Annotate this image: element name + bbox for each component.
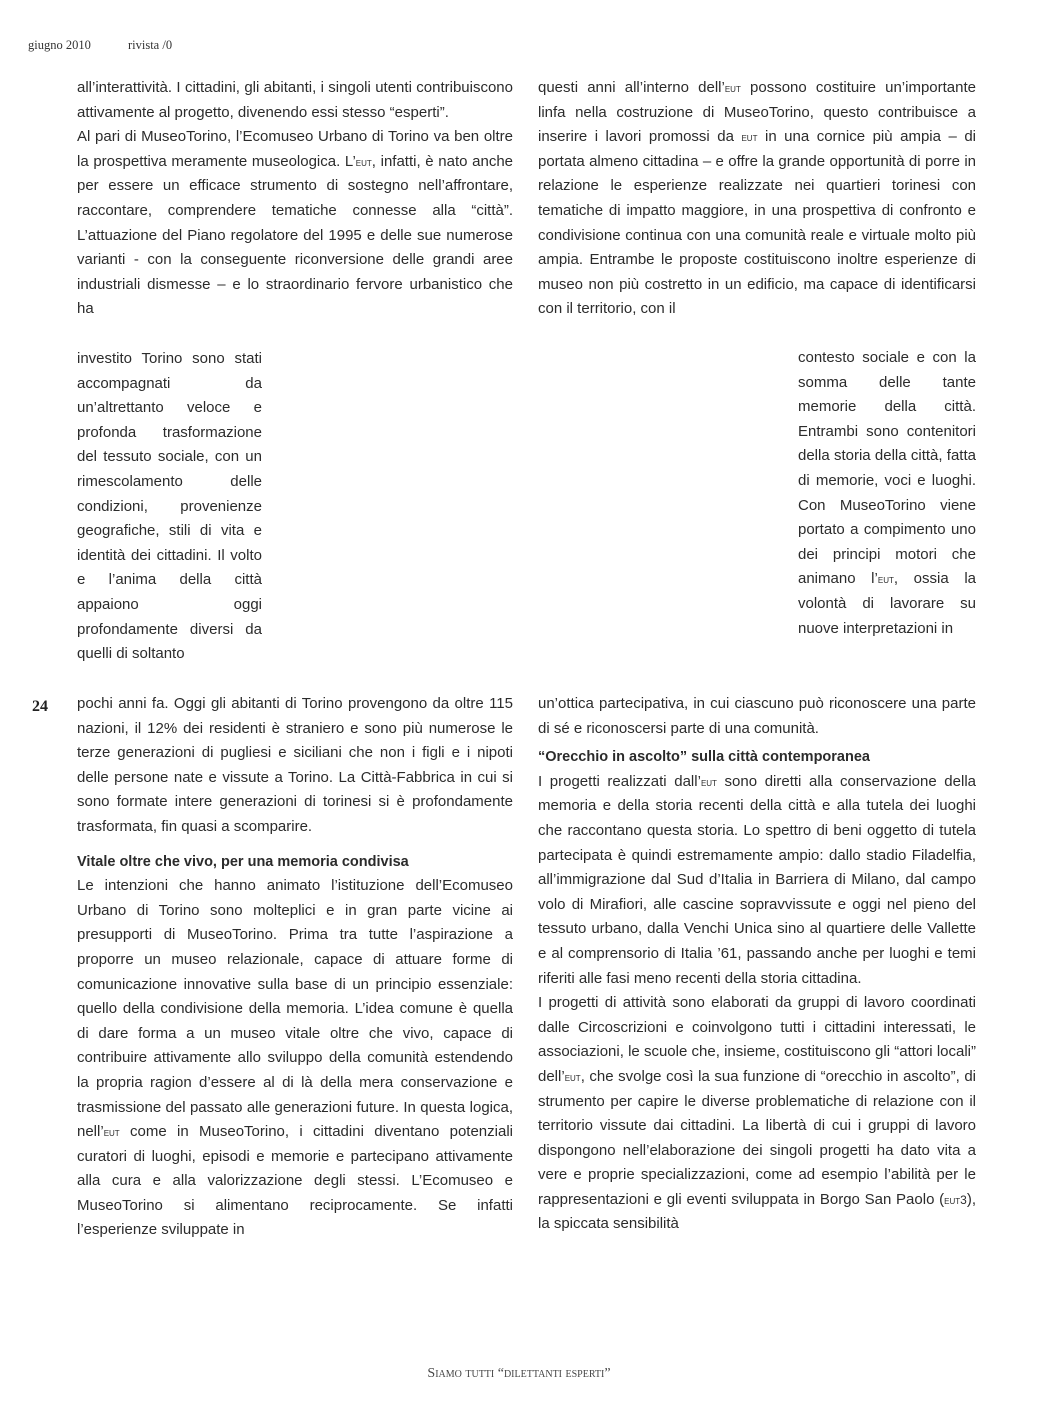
paragraph [538, 770, 976, 991]
text-run: in una cornice più ampia – di portata almeno cittadina – e offre la grande opportunità di porre in relazione le esperienze realizzate nei quartieri torinesi con tematiche di impatto maggiore, in una prospettiva di confronto e condivisione continua con una comunità reale e virtuale molto più ampia. Entrambe le proposte costituiscono inoltre esperienze di museo non più costretto in un edificio, ma capace di identificarsi con il territorio, con il [538, 128, 977, 318]
left-column-wrap [77, 347, 262, 667]
text-run: I progetti di attività sono elaborati da gruppi di lavoro coordinati dalle Circoscrizioni e coinvolgono tutti i cittadini interessati, le associazioni, le scuole che, insieme, costituiscono gli “attori locali” dell’ [538, 994, 976, 1085]
text-run: Le intenzioni che hanno animato l’istituzione dell’Ecomuseo Urbano di Torino sono molteplici e in gran parte vicine ai presupporti di MuseoTorino. Prima tra tutte l’aspirazione a proporre un museo relazionale, capace di attuare forme di comunicazione innovative sulla base di un principio essenziale: quello della condivisione della memoria. L’idea comune è quella di dare forma a un museo vitale oltre che vivo, capace di contribuire attivamente allo sviluppo della comunità estendendo la propria ragion d’essere al di là della mera conservazione e trasmissione del passato alle generazioni future. In questa logica, nell’ [77, 877, 513, 1141]
paragraph [77, 347, 262, 667]
right-column-bottom [538, 692, 976, 1237]
text-run: investito Torino sono stati accompagnati da un’altrettanto veloce e profonda trasformazione del tessuto sociale, con un rimescolamento delle condizioni, provenienze geografiche, stili di vita e identità dei cittadini. Il volto e l’anima della città appaiono oggi profondamente diversi da quelli di soltanto [77, 350, 262, 663]
left-column-bottom [77, 692, 513, 1243]
text-run: I progetti realizzati dall’ [538, 772, 701, 790]
running-footer: Siamo tutti “dilettanti esperti” [427, 1366, 611, 1381]
text-run: un’ottica partecipativa, in cui ciascuno può riconoscere una parte di sé e riconoscersi parte di una comunità. [538, 695, 976, 737]
abbreviation: eut [877, 572, 894, 587]
paragraph [77, 76, 513, 125]
text-run: , infatti, è nato anche per essere un efficace strumento di sostegno nell’affrontare, raccontare, comprendere tematiche connesse alla “città”. L’attuazione del Piano regolatore del 1995 e delle sue numerose varianti - con la conseguente riconversione delle grandi aree industriali dismesse – e lo straordinario fervore urbanistico che ha [77, 152, 514, 318]
paragraph [538, 76, 976, 322]
running-head [28, 38, 206, 53]
text-run: questi anni all’interno dell’ [538, 79, 725, 96]
abbreviation: eut [700, 774, 717, 789]
text-run: , che svolge così la sua funzione di “orecchio in ascolto”, di strumento per capire le diverse problematiche di relazione con il territorio vissute dai cittadini. La libertà di cui i gruppi di lavoro dispongono nell’elaborazione dei singoli progetti ha dato vita a vere e proprie specializzazioni, come ad esempio l’abilità per le rappresentazioni e gli eventi sviluppata in Borgo San Paolo ( [538, 1067, 976, 1208]
text-run: pochi anni fa. Oggi gli abitanti di Torino provengono da oltre 115 nazioni, il 12% dei residenti è straniero e sono più numerose le terze generazioni di pugliesi e siciliani che non i figli e i nipoti delle persone nate e vissute a Torino. La Città-Fabbrica in cui si sono formate intere generazioni di torinesi si è profondamente trasformata, fin quasi a scomparire. [77, 695, 513, 835]
issue-number: rivista /0 [127, 38, 173, 52]
abbreviation: eut3 [944, 1192, 967, 1207]
text-run: possono costituire un’importante linfa nella costruzione di MuseoTorino, questo contribuisce a inserire i lavori promossi da [538, 79, 976, 146]
text-run: , ossia la volontà di lavorare su nuove interpretazioni in [798, 570, 977, 637]
page-number: 24 [32, 698, 48, 715]
text-run: Al pari di MuseoTorino, l’Ecomuseo Urbano di Torino va ben oltre la prospettiva meramente museologica. L’ [77, 128, 513, 170]
abbreviation: eut [741, 130, 758, 145]
text-run: contesto sociale e con la somma delle tante memorie della città. Entrambi sono contenitori della storia della città, fatta di memorie, voci e luoghi. Con MuseoTorino viene portato a compimento uno dei principi motori che animano l’ [798, 349, 976, 588]
paragraph [77, 874, 513, 1243]
text-run: sono diretti alla conservazione della memoria e della storia recenti della città e alla tutela dei luoghi che raccontano questa storia. Lo spettro di beni oggetto di tutela partecipata è quindi estremamente ampio: dallo stadio Filadelfia, all’immigrazione dal Sud d’Italia in Barriera di Milano, dal campo volo di Mirafiori, alle cascine sopravvissute e oggi nel pieno del tessuto urbano, dalla Venchi Unica sino al quartiere delle Vallette e al comprensorio di Italia ’61, passando anche per luoghi e temi riferiti alle fasi meno recenti della storia cittadina. [538, 772, 977, 987]
issue-date: giugno 2010 [28, 38, 91, 52]
paragraph [77, 125, 513, 322]
paragraph [538, 692, 976, 741]
paragraph [538, 991, 976, 1237]
right-column-top [538, 76, 976, 322]
abbreviation: eut [103, 1125, 120, 1140]
left-column-top [77, 76, 513, 322]
paragraph [77, 692, 513, 840]
text-run: all’interattività. I cittadini, gli abitanti, i singoli utenti contribuiscono attivamente al progetto, divenendo essi stesso “esperti”. [77, 79, 513, 121]
paragraph [798, 346, 976, 641]
text-run: ), la spiccata sensibilità [538, 1190, 976, 1233]
abbreviation: eut [355, 154, 372, 169]
abbreviation: eut [564, 1069, 581, 1084]
text-run: come in MuseoTorino, i cittadini diventano potenziali curatori di luoghi, episodi e memorie e partecipano attivamente alla cura e alla valorizzazione degli stessi. L’Ecomuseo e MuseoTorino si alimentano reciprocamente. Se infatti l’esperienze sviluppate in [77, 1123, 513, 1239]
section-heading: “Orecchio in ascolto” sulla città contemporanea [538, 749, 870, 766]
abbreviation: eut [724, 81, 741, 95]
section-heading: Vitale oltre che vivo, per una memoria condivisa [77, 853, 409, 870]
right-column-wrap [798, 346, 976, 641]
